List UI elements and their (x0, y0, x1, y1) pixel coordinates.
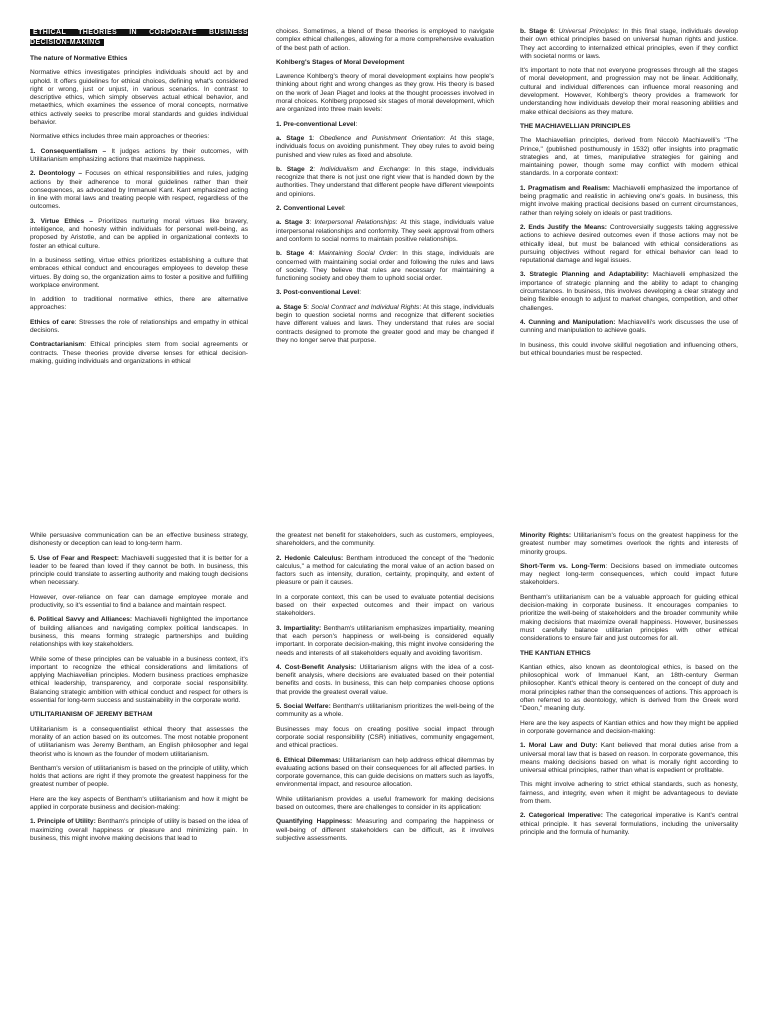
item-contractarianism (30, 341, 248, 366)
top-column-1 (30, 28, 248, 506)
item-body: Utilitarianism aligns with the idea of a cost-benefit analysis, where decisions are evaluated based on their potential benefits and costs. In business, this can help companies choose options that provide the greatest overall value. (276, 663, 494, 696)
stage-body: : In this final stage, individuals develop their own ethical principles based on universal human rights and justice. They act according to internalized ethical principles, even if they conflict with societal norms or laws. (520, 28, 738, 60)
paragraph-note: It's important to note that not everyone progresses through all the stages of moral development, and progression may not be linear. Additionally, cultural and individual differences can influence moral reasoning and development. However, Kohlberg's theory provides a framework for understanding how individuals develop their moral reasoning abilities and make ethical decisions as they mature. (520, 67, 738, 116)
bottom-column-1 (30, 532, 248, 1012)
item-virtue-ethics (30, 218, 248, 251)
item-lead: Ethics of care (30, 318, 75, 326)
item-consequentialism (30, 148, 248, 165)
paragraph-intro: Normative ethics investigates principles individuals should act by and uphold. It offers guidelines for ethical choices, defining what's considered right or wrong, just or unjust, in various scenarios. In contrast to descriptive ethics, which simply observes actual ethical behavior, and metaethics, which examines the essence of moral concepts, normative ethics actively seeks to prescribe moral standards and guides individual behavior. (30, 69, 248, 127)
stage-body: : In this stage, individuals are concerned with maintaining social order and following the rules and laws of society. They believe that rules are necessary for maintaining a functioning society and obey them to uphold social order. (276, 250, 494, 283)
stage-lead: a. Stage 5 (276, 303, 308, 311)
item-lead: 5. Use of Fear and Respect: (30, 554, 119, 562)
item-hedonic-calculus (276, 555, 494, 588)
item-body: Bentham introduced the concept of the "hedonic calculus," a method for calculating the moral value of an action based on factors such as intensity, duration, certainty, propinquity, and extent of pleasure or pain it causes. (276, 554, 494, 587)
item-lead: 1. Pragmatism and Realism: (520, 184, 610, 192)
paragraph-persuasive: While persuasive communication can be an effective business strategy, dishonesty or deception can lead to long-term harm. (30, 532, 248, 548)
level-conventional: 2. Conventional Level: (276, 205, 346, 213)
level-post-conventional: 3. Post-conventional Level: (276, 289, 362, 297)
paragraph-csr: Businesses may focus on creating positive social impact through corporate social responsibility (CSR) initiatives, community engagement, and ethical practices. (276, 725, 494, 750)
item-lead: 1. Consequentialism – (30, 147, 107, 155)
bottom-column-3 (520, 532, 738, 1012)
item-body: Utilitarianism's focus on the greatest happiness for the greatest number may sometimes overlook the rights and interests of minority groups. (520, 532, 738, 556)
item-body: Bentham's utilitarianism emphasizes impartiality, meaning that each person's happiness or well-being is considered equally important. In corporate decision-making, this might involve considering the needs and interests of all stakeholders equally and avoiding favoritism. (276, 624, 494, 657)
item-ethics-of-care (30, 319, 248, 336)
item-body: Bentham's utilitarianism prioritizes the well-being of the community as a whole. (276, 703, 494, 719)
stage-4: b. Stage 4: Maintaining Social Order: In this stage, individuals are concerned with maintaining social order and following the rules and laws of society. They believe that rules are necessary for maintaining a functioning society and obey them to uphold social order. (276, 250, 494, 283)
item-lead: Quantifying Happiness: (276, 818, 353, 826)
paragraph-kant-aspects: Here are the key aspects of Kantian ethics and how they might be applied in corporate governance and decision-making: (520, 719, 738, 735)
item-body: Utilitarianism can help address ethical dilemmas by evaluating actions based on their consequences for all affected parties. In corporate governance, this can guide decisions on matters such as layoffs, environmental impact, and resource allocation. (276, 756, 494, 789)
paragraph-while-some: While some of these principles can be valuable in a business context, it's important to recognize the ethical considerations and limitations of applying Machiavellian principles. Modern business practices emphasize ethical leadership, transparency, and corporate social responsibility. Balancing strategic ambition with ethical conduct and respect for others is essential for long-term success and sustainability in the corporate world. (30, 655, 248, 705)
paragraph-business-setting: In a business setting, virtue ethics prioritizes establishing a culture that embraces ethical conduct and encourages employees to develop these virtues. By doing so, the organization aims to foster a positive and fulfilling workplace environment. (30, 256, 248, 289)
item-short-long-term (520, 563, 738, 588)
paragraph-negotiation: In business, this could involve skillful negotiation and influencing others, but ethical boundaries must be respected. (520, 341, 738, 357)
paragraph-corporate-context: In a corporate context, this can be used to evaluate potential decisions based on their expected outcomes and their impact on various stakeholders. (276, 593, 494, 618)
item-body: : Ethical principles stem from social agreements or contracts. These theories provide diverse lenses for ethical decision-making, guiding individuals and organizations in ethical (30, 341, 248, 365)
paragraph-key-aspects: Here are the key aspects of Bentham's utilitarianism and how it might be applied in corporate business and decision-making: (30, 795, 248, 812)
item-lead: 2. Deontology – (30, 170, 83, 178)
top-column-2 (276, 28, 494, 506)
stage-name: Maintaining Social Order (318, 250, 396, 258)
item-body: Kant believed that moral duties arise from a universal moral law that is based on reason. In corporate governance, this means making decisions based on what is morally right according to universal ethical principles, rather than what is expedient or profitable. (520, 742, 738, 775)
item-lead: 3. Strategic Planning and Adaptability: (520, 271, 649, 279)
paragraph-bentham-version: Bentham's version of utilitarianism is based on the principle of utility, which holds that actions are right if they promote the greatest happiness for the greatest number of people. (30, 764, 248, 789)
item-body: Controversially suggests taking aggressive actions to achieve desired outcomes even if those actions may not be ethically ideal, but must be balanced with ethical considerations as pursuing objectives without regard for ethical behavior can lead to reputational damage and legal issues. (520, 223, 738, 265)
paragraph-kantian: Kantian ethics, also known as deontological ethics, is based on the philosophical work of Immanuel Kant, an 18th-century German philosopher. Kant's ethical theory is centered on the concept of duty and moral principles rather than the consequences of actions. This approach is often referred to as deontology, which is derived from the Greek word "Deon," meaning duty. (520, 663, 738, 713)
item-body: : Decisions based on immediate outcomes may neglect long-term consequences, which could impact future stakeholders. (520, 562, 738, 587)
item-cunning (520, 319, 738, 336)
item-lead: Contractarianism (30, 341, 85, 349)
item-body: The categorical imperative is Kant's central ethical principle. It has several formulations, including the universality principle and the formula of humanity. (520, 812, 738, 836)
item-cost-benefit (276, 664, 494, 697)
bottom-column-2 (276, 532, 494, 1012)
item-body: It judges actions by their outcomes, with Utilitarianism emphasizing actions that maximize happiness. (30, 147, 248, 163)
paragraph-challenges: While utilitarianism provides a useful framework for making decisions based on outcomes, there are challenges to consider in its application: (276, 795, 494, 812)
stage-lead: a. Stage 3 (276, 219, 310, 227)
paragraph-valuable-approach: Bentham's utilitarianism can be a valuable approach for guiding ethical decision-making in corporate business. It encourages companies to prioritize the well-being of stakeholders and the broader community while making decisions that maximize overall happiness. However, businesses must carefully balance utilitarian principles with other ethical considerations to ensure fair and just outcomes for all. (520, 593, 738, 643)
paragraph-utilitarianism: Utilitarianism is a consequentialist ethical theory that assesses the morality of an action based on its outcomes. The most notable proponent of utilitarianism was Jeremy Bentham, an English philosopher and legal theorist who is known as the founder of modern utilitarianism. (30, 725, 248, 758)
item-minority-rights (520, 532, 738, 557)
item-lead: 3. Impartiality: (276, 624, 322, 632)
stage-body: : At this stage, individuals value interpersonal relationships and conformity. They seek approval from others and conform to social norms to maintain positive relationships. (276, 219, 494, 243)
paragraph-alternative: In addition to traditional normative ethics, there are alternative approaches: (30, 296, 248, 312)
top-column-3 (520, 28, 738, 506)
item-fear-respect (30, 555, 248, 588)
item-lead: 3. Virtue Ethics – (30, 217, 93, 225)
item-lead: 2. Categorical Imperative: (520, 812, 603, 820)
heading-utilitarianism: UTILITARIANISM OF JEREMY BETHAM (30, 711, 153, 719)
item-body: : Stresses the role of relationships and empathy in ethical decisions. (30, 318, 248, 335)
page-bottom (0, 512, 768, 1024)
stage-name: Social Contract and Individual Rights (310, 303, 420, 311)
stage-body: : In this stage, individuals recognize that there is not just one right view that is handed down by the authorities. They understand that different people have different viewpoints and opinions. (276, 165, 494, 198)
item-moral-law (520, 742, 738, 775)
item-principle-of-utility (30, 818, 248, 843)
stage-name: Interpersonal Relationships (314, 219, 396, 227)
heading-kohlberg: Kohlberg's Stages of Moral Development (276, 58, 405, 66)
paragraph-continued: choices. Sometimes, a blend of these theories is employed to navigate complex ethical challenges, allowing for a more comprehensive evaluation of the best path of action. (276, 28, 494, 52)
item-body: Bentham's principle of utility is based on the idea of maximizing overall happiness or pleasure and minimizing pain. In business, this might involve making decisions that lead to (30, 818, 248, 842)
stage-name: Universal Principles (558, 28, 618, 35)
item-lead: 1. Principle of Utility: (30, 818, 96, 826)
paragraph-continued: the greatest net benefit for stakeholders, such as customers, employees, shareholders, and the community. (276, 532, 494, 548)
paragraph-overreliance: However, over-reliance on fear can damage employee morale and productivity, so it's essential to find a balance and maintain respect. (30, 593, 248, 610)
item-quantifying-happiness (276, 818, 494, 843)
item-body: Machiavelli highlighted the importance of building alliances and navigating complex political landscapes. In business, this means forming strategic partnerships and building relationships with key stakeholders. (30, 616, 248, 649)
item-lead: 5. Social Welfare: (276, 703, 331, 711)
item-lead: Short-Term vs. Long-Term (520, 562, 606, 570)
item-body: Focuses on ethical responsibilities and rules, judging actions by their adherence to moral guidelines rather than their consequences, as advocated by Immanuel Kant. Kant emphasized acting in line with moral laws and treating people with respect, regardless of the outcomes. (30, 170, 248, 211)
stage-lead: b. Stage 2 (276, 165, 314, 173)
level-label: 1. Pre-conventional Level (276, 120, 356, 128)
item-pragmatism (520, 185, 738, 218)
item-deontology (30, 170, 248, 211)
item-lead: 2. Ends Justify the Means: (520, 223, 607, 231)
item-political-savvy (30, 616, 248, 649)
stage-6: b. Stage 6: Universal Principles: In this final stage, individuals develop their own ethical principles based on universal human rights and justice. They act according to internalized ethical principles, even if they conflict with societal norms or laws. (520, 28, 738, 60)
item-categorical-imperative (520, 812, 738, 837)
item-body: Measuring and comparing the happiness or well-being of different stakeholders can be difficult, as it involves subjective assessments. (276, 818, 494, 842)
item-body: Machiavelli emphasized the importance of being pragmatic and realistic in achieving one's goals. In business, this might involve making practical decisions based on current circumstances, rather than relying solely on ideals or past traditions. (520, 184, 738, 217)
paragraph-adhering: This might involve adhering to strict ethical standards, such as honesty, fairness, and integrity, even when it might be advantageous to deviate from them. (520, 781, 738, 806)
document-title-wrap (30, 28, 248, 48)
item-body: Machiavelli suggested that it is better for a leader to be feared than loved if they cannot be both. In business, this principle could translate to asserting authority and making tough decisions when necessary. (30, 554, 248, 587)
item-ethical-dilemmas (276, 757, 494, 790)
stage-lead: b. Stage 6 (520, 28, 554, 35)
item-lead: 1. Moral Law and Duty: (520, 742, 598, 750)
item-lead: Minority Rights: (520, 532, 572, 539)
item-social-welfare (276, 703, 494, 720)
document-title: ETHICAL THEORIES IN CORPORATE BUSINESS DECISION-MAKING (30, 29, 248, 46)
level-pre-conventional: 1. Pre-conventional Level: (276, 120, 358, 128)
level-label: 3. Post-conventional Level (276, 289, 360, 297)
stage-5: a. Stage 5: Social Contract and Individual Rights: At this stage, individuals begin to question societal norms and recognize that different societies have different values and laws. They understand that rules are social contracts designed to promote the greater good and may be changed if they no longer serve that purpose. (276, 303, 494, 344)
stage-name: Individualism and Exchange (319, 165, 409, 173)
level-label: 2. Conventional Level (276, 205, 344, 213)
heading-kantian: THE KANTIAN ETHICS (520, 649, 591, 657)
stage-2: b. Stage 2: Individualism and Exchange: In this stage, individuals recognize that there is not just one right view that is handed down by the authorities. They understand that different people have different viewpoints and opinions. (276, 165, 494, 198)
stage-body: : At this stage, individuals focus on avoiding punishment. They obey rules to avoid being punished and view rules as fixed and absolute. (276, 134, 494, 159)
stage-lead: b. Stage 4 (276, 250, 313, 258)
item-body: Machiavelli's work discusses the use of cunning and manipulation to achieve goals. (520, 318, 738, 335)
paragraph-three-approaches: Normative ethics includes three main approaches or theories: (30, 133, 210, 141)
item-body: Machiavelli emphasized the importance of strategic planning and the ability to adapt to changing circumstances. In business, this involves developing a clear strategy and being flexible enough to adjust to market changes, competition, and other challenges. (520, 271, 738, 312)
item-lead: 4. Cunning and Manipulation: (520, 318, 616, 326)
paragraph-kohlberg: Lawrence Kohlberg's theory of moral development explains how people's thinking about right and wrong changes as they grow. His theory is based on the work of Jean Piaget and looks at the thought processes involved in moral choices. Kohlberg proposed six stages of moral development, which are organized into three main levels: (276, 73, 494, 114)
stage-name: Obedience and Punishment Orientation (319, 134, 444, 142)
stage-3: a. Stage 3: Interpersonal Relationships: At this stage, individuals value interpersonal relationships and conformity. They seek approval from others and conform to social norms to maintain positive relationships. (276, 219, 494, 243)
stage-1: a. Stage 1: Obedience and Punishment Orientation: At this stage, individuals focus on avoiding punishment. They obey rules to avoid being punished and view rules as fixed and absolute. (276, 134, 494, 159)
item-body: Prioritizes nurturing moral virtues like bravery, intelligence, and honesty within individuals for personal well-being, as proposed by Aristotle, and can be applied in organizational contexts to foster an ethical culture. (30, 217, 248, 250)
item-lead: 6. Ethical Dilemmas: (276, 756, 341, 764)
stage-body: : At this stage, individuals begin to question societal norms and recognize that different societies have different values and laws. They understand that rules are social contracts designed to promote the greater good and may be changed if they no longer serve that purpose. (276, 303, 494, 344)
item-lead: 4. Cost-Benefit Analysis: (276, 663, 357, 671)
item-ends-justify (520, 224, 738, 265)
heading-machiavellian: THE MACHIAVELLIAN PRINCIPLES (520, 122, 631, 130)
item-lead: 2. Hedonic Calculus: (276, 554, 344, 562)
paragraph-machiavellian: The Machiavellian principles, derived from Niccolò Machiavelli's "The Prince," (published posthumously in 1532) offer insights into pragmatic strategies and, at times, manipulative strategies for gaining and maintaining power, though some may conflict with modern ethical standards. In a corporate context: (520, 137, 738, 178)
item-lead: 6. Political Savvy and Alliances: (30, 616, 133, 624)
item-strategic-planning (520, 271, 738, 312)
heading-normative-ethics: The nature of Normative Ethics (30, 55, 128, 62)
item-impartiality (276, 625, 494, 658)
stage-lead: a. Stage 1 (276, 134, 313, 142)
